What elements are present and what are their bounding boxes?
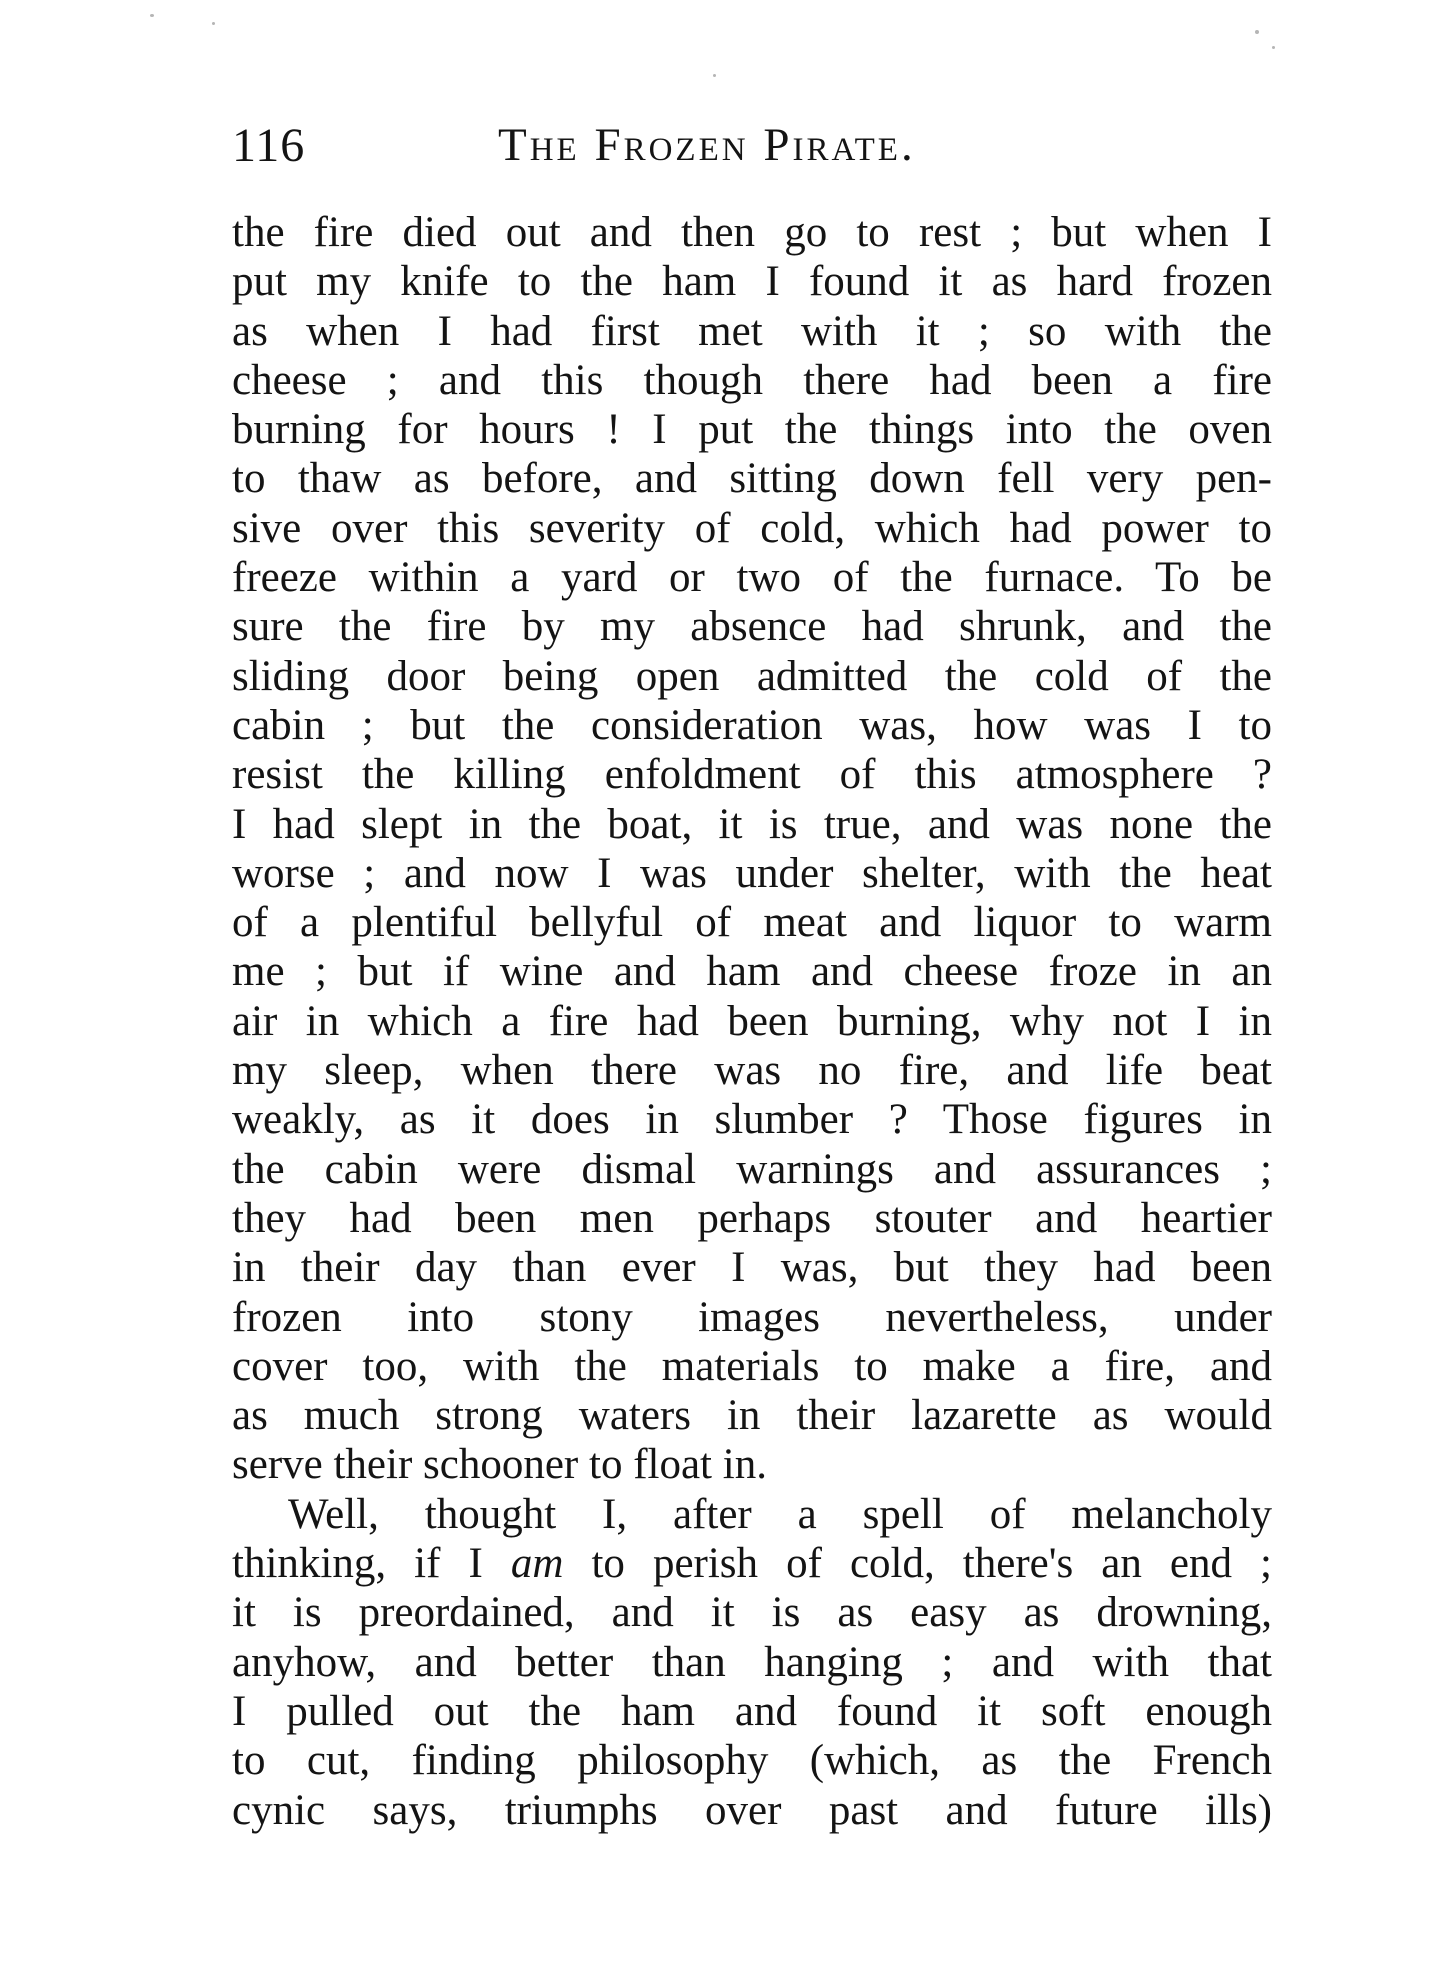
text-line: serve their schooner to float in.	[232, 1441, 767, 1489]
text-line: worse ; and now I was under shelter, with the heat	[232, 849, 1272, 897]
text-run: to perish of cold, there's an end ;	[563, 1540, 1272, 1588]
text-line: frozen into stony images nevertheless, under	[232, 1293, 1272, 1341]
text-run: thinking, if I	[232, 1540, 511, 1588]
text-line: sliding door being open admitted the cold of the	[232, 652, 1272, 700]
scan-speck	[150, 14, 154, 17]
text-line: cynic says, triumphs over past and future ills)	[232, 1786, 1272, 1834]
text-line	[232, 1539, 1272, 1588]
text-line: burning for hours ! I put the things into the oven	[232, 406, 1272, 454]
text-line: it is preordained, and it is as easy as drowning,	[232, 1589, 1272, 1637]
text-line: I had slept in the boat, it is true, and was none the	[232, 800, 1272, 848]
text-line: they had been men perhaps stouter and heartier	[232, 1194, 1272, 1242]
paragraph-first-line: Well, thought I, after a spell of melancholy	[288, 1490, 1272, 1538]
text-line: anyhow, and better than hanging ; and with that	[232, 1638, 1272, 1686]
text-line: resist the killing enfoldment of this atmosphere ?	[232, 751, 1272, 799]
text-line: air in which a fire had been burning, why not I in	[232, 997, 1272, 1045]
scan-speck	[713, 74, 716, 77]
text-line: my sleep, when there was no fire, and life beat	[232, 1047, 1272, 1095]
text-line: in their day than ever I was, but they had been	[232, 1244, 1272, 1292]
running-title: The Frozen Pirate.	[498, 119, 916, 171]
text-line: sure the fire by my absence had shrunk, and the	[232, 603, 1272, 651]
text-line: to cut, finding philosophy (which, as the French	[232, 1737, 1272, 1785]
text-line: cover too, with the materials to make a fire, and	[232, 1342, 1272, 1390]
text-line: as much strong waters in their lazarette as would	[232, 1392, 1272, 1440]
body-text	[232, 208, 1272, 1835]
running-header	[232, 118, 1272, 178]
italic-word: am	[510, 1540, 564, 1588]
text-line: me ; but if wine and ham and cheese froze in an	[232, 948, 1272, 996]
text-line: weakly, as it does in slumber ? Those figures in	[232, 1096, 1272, 1144]
scan-speck	[1255, 30, 1259, 34]
text-line: as when I had first met with it ; so with the	[232, 307, 1272, 355]
text-line: put my knife to the ham I found it as hard frozen	[232, 258, 1272, 306]
text-line: the fire died out and then go to rest ; but when I	[232, 209, 1272, 256]
text-line: sive over this severity of cold, which had power to	[232, 504, 1272, 552]
text-line: I pulled out the ham and found it soft enough	[232, 1687, 1272, 1735]
page-number: 116	[232, 119, 306, 172]
scan-speck	[212, 22, 215, 25]
text-line: to thaw as before, and sitting down fell very pen-	[232, 455, 1272, 503]
scan-speck	[1272, 46, 1275, 49]
text-line: of a plentiful bellyful of meat and liquor to warm	[232, 899, 1272, 947]
text-line: cheese ; and this though there had been a fire	[232, 356, 1272, 404]
text-line: freeze within a yard or two of the furnace. To be	[232, 554, 1272, 602]
text-line: cabin ; but the consideration was, how was I to	[232, 701, 1272, 749]
text-line: the cabin were dismal warnings and assurances ;	[232, 1145, 1272, 1193]
